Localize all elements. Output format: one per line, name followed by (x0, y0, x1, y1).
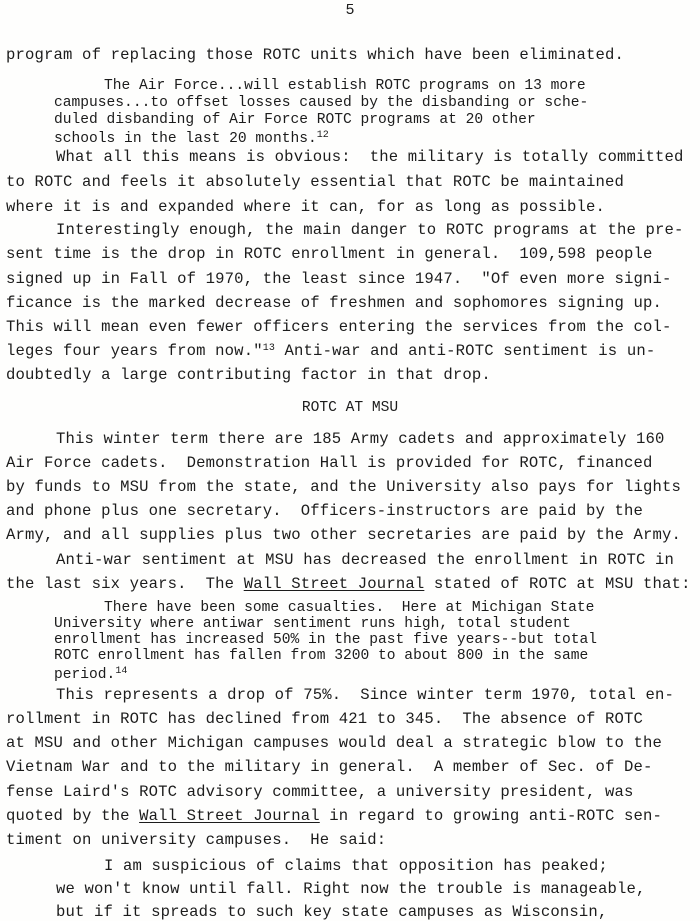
body-line: rollment in ROTC has declined from 421 to 345. The absence of ROTC (6, 710, 644, 728)
body-line (6, 807, 662, 825)
block-quote-line: campuses...to offset losses caused by the disbanding or sche- (54, 95, 589, 111)
paragraph-first-line: Anti-war sentiment at MSU has decreased the enrollment in ROTC in (56, 551, 675, 569)
body-line: Vietnam War and to the military in general. A member of Sec. of De- (6, 758, 653, 776)
footnote-marker: 12 (316, 130, 329, 141)
body-line: at MSU and other Michigan campuses would deal a strategic blow to the (6, 734, 663, 752)
body-line: Army, and all supplies plus two other secretaries are paid by the Army. (6, 526, 682, 544)
body-line: signed up in Fall of 1970, the least since 1947. "Of even more signi- (6, 270, 672, 288)
block-quote-line: but if it spreads to such key state campuses as Wisconsin, (56, 903, 608, 921)
quote-text: period. (54, 667, 116, 683)
body-line: timent on university campuses. He said: (6, 831, 387, 849)
body-line: doubtedly a large contributing factor in that drop. (6, 366, 491, 384)
page-number: 5 (345, 2, 355, 19)
paragraph-first-line: What all this means is obvious: the military is totally committed (56, 148, 684, 166)
body-text: the last six years. The (6, 575, 244, 593)
block-quote-line: I am suspicious of claims that opposition has peaked; (104, 857, 608, 875)
publication-title: Wall Street Journal (139, 807, 320, 825)
body-line (6, 342, 655, 360)
paragraph-first-line: This represents a drop of 75%. Since winter term 1970, total en- (56, 686, 675, 704)
body-line: to ROTC and feels it absolutely essential that ROTC be maintained (6, 173, 625, 191)
body-text: Anti-war and anti-ROTC sentiment is un- (275, 342, 656, 360)
publication-title: Wall Street Journal (243, 575, 425, 593)
block-quote-line: we won't know until fall. Right now the trouble is manageable, (56, 880, 646, 898)
body-line: program of replacing those ROTC units which have been eliminated. (6, 46, 625, 64)
block-quote-line: University where antiwar sentiment runs high, total student (54, 616, 571, 632)
body-line: ficance is the marked decrease of freshmen and sophomores signing up. (6, 294, 663, 312)
body-line: sent time is the drop in ROTC enrollment in general. 109,598 people (6, 245, 653, 263)
body-text: stated of ROTC at MSU that: (424, 575, 691, 593)
block-quote-line: enrollment has increased 50% in the past five years--but total (54, 632, 597, 648)
body-line: where it is and expanded where it can, for as long as possible. (6, 198, 605, 216)
block-quote-line (54, 664, 127, 683)
body-line: This will mean even fewer officers entering the services from the col- (6, 318, 672, 336)
body-line: by funds to MSU from the state, and the University also pays for lights (6, 478, 682, 496)
block-quote-line (54, 128, 329, 147)
body-line: and phone plus one secretary. Officers-instructors are paid by the (6, 502, 644, 520)
footnote-marker: 13 (262, 343, 276, 354)
body-text: quoted by the (6, 807, 140, 825)
body-line (6, 575, 691, 593)
section-heading: ROTC AT MSU (301, 400, 399, 416)
body-text: leges four years from now." (6, 342, 263, 360)
block-quote-line: duled disbanding of Air Force ROTC programs at 20 other (54, 112, 536, 128)
block-quote-line: ROTC enrollment has fallen from 3200 to about 800 in the same (54, 648, 589, 664)
paragraph-first-line: This winter term there are 185 Army cadets and approximately 160 (56, 430, 665, 448)
body-line: Air Force cadets. Demonstration Hall is provided for ROTC, financed (6, 454, 653, 472)
block-quote-line: There have been some casualties. Here at Michigan State (104, 600, 595, 616)
quote-text: schools in the last 20 months. (54, 131, 317, 147)
footnote-marker: 14 (115, 666, 128, 677)
body-text: in regard to growing anti-ROTC sen- (319, 807, 663, 825)
paragraph-first-line: Interestingly enough, the main danger to ROTC programs at the pre- (56, 221, 684, 239)
body-line: fense Laird's ROTC advisory committee, a university president, was (6, 783, 634, 801)
block-quote-line: The Air Force...will establish ROTC programs on 13 more (104, 78, 586, 94)
